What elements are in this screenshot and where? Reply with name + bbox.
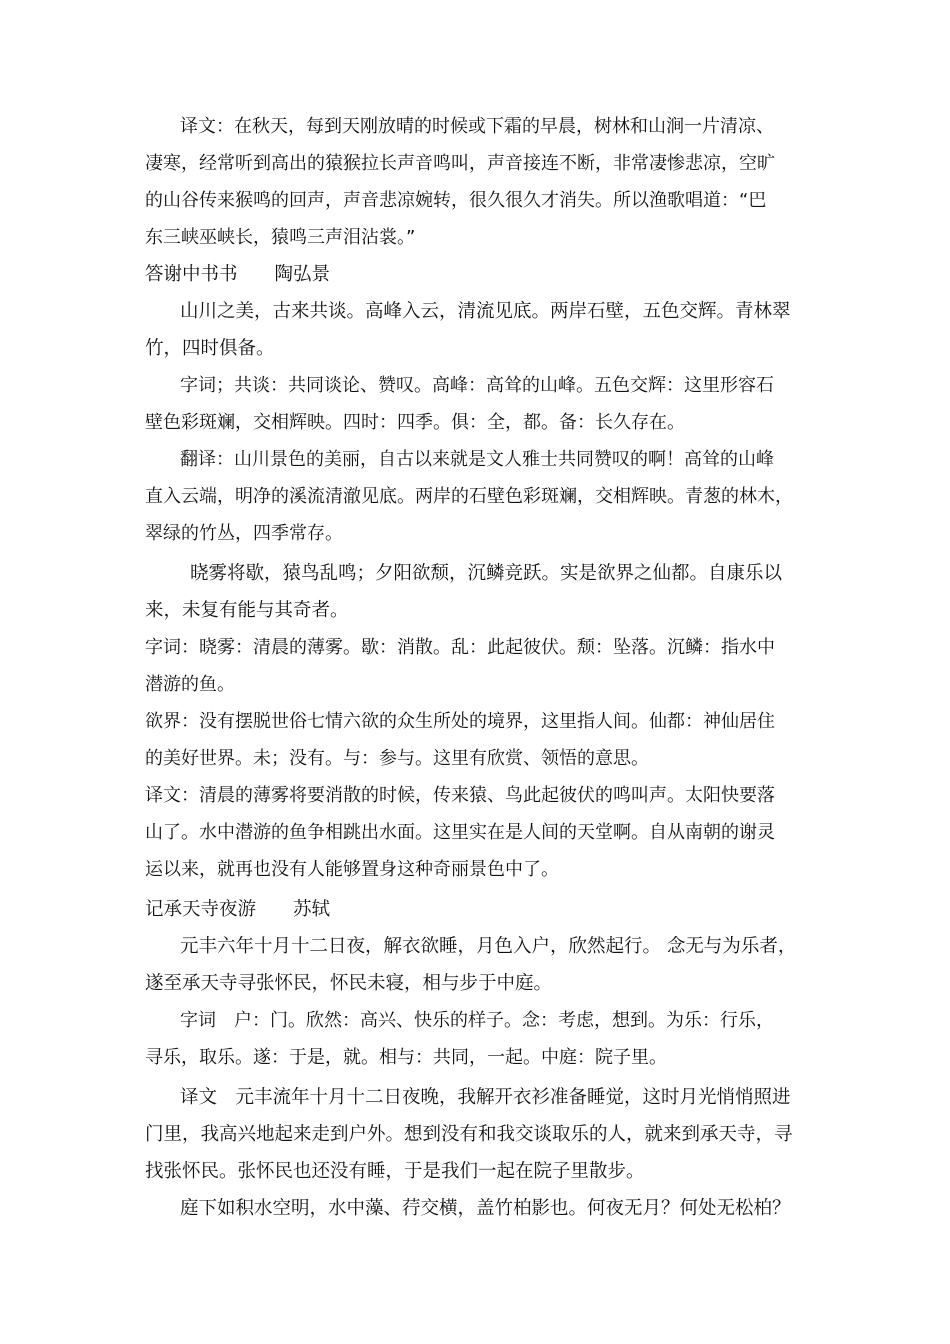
text-line: 译文 元丰流年十月十二日夜晚，我解开衣衫准备睡觉，这时月光悄悄照进 (180, 1087, 791, 1108)
text-line: 直入云端，明净的溪流清澈见底。两岸的石壁色彩斑斓，交相辉映。青葱的林木， (145, 486, 793, 507)
text-line: 欲界：没有摆脱世俗七情六欲的众生所处的境界，这里指人间。仙都：神仙居住 (145, 711, 775, 732)
text-line: 壁色彩斑斓，交相辉映。四时：四季。俱：全，都。备：长久存在。 (145, 412, 685, 433)
text-line: 字词；共谈：共同谈论、赞叹。高峰：高耸的山峰。五色交辉：这里形容石 (180, 375, 774, 396)
text-line: 晓雾将歇，猿鸟乱鸣；夕阳欲颓，沉鳞竞跃。实是欲界之仙都。自康乐以 (190, 563, 783, 584)
text-line: 山川之美，古来共谈。高峰入云，清流见底。两岸石壁，五色交辉。青林翠 (180, 301, 791, 322)
text-line: 寻乐，取乐。遂：于是，就。相与：共同，一起。中庭：院子里。 (145, 1047, 667, 1068)
text-line: 字词 户：门。欣然：高兴、快乐的样子。念：考虑，想到。为乐：行乐， (180, 1010, 774, 1031)
text-line: 的山谷传来猴鸣的回声，声音悲凉婉转，很久很久才消失。所以渔歌唱道：“巴 (145, 190, 767, 211)
text-line: 元丰六年十月十二日夜，解衣欲睡，月色入户，欣然起行。 念无与为乐者， (180, 936, 797, 957)
text-line: 译文：清晨的薄雾将要消散的时候，传来猿、鸟此起彼伏的鸣叫声。太阳快要落 (145, 785, 775, 806)
text-line: 记承天寺夜游 苏轼 (145, 899, 331, 920)
text-line: 竹，四时俱备。 (145, 338, 275, 359)
text-line: 来，未复有能与其奇者。 (145, 600, 349, 621)
text-line: 答谢中书书 陶弘景 (145, 264, 331, 285)
text-line: 翠绿的竹丛，四季常存。 (145, 523, 343, 544)
text-line: 翻译：山川景色的美丽，自古以来就是文人雅士共同赞叹的啊！高耸的山峰 (180, 449, 774, 470)
text-line: 译文：在秋天，每到天刚放晴的时候或下霜的早晨，树林和山涧一片清凉、 (180, 116, 774, 137)
text-line: 字词：晓雾：清晨的薄雾。歇：消散。乱：此起彼伏。颓：坠落。沉鳞：指水中 (145, 637, 775, 658)
text-line: 运以来，就再也没有人能够置身这种奇丽景色中了。 (145, 859, 559, 880)
text-line: 门里，我高兴地起来走到户外。想到没有和我交谈取乐的人，就来到承天寺，寻 (145, 1124, 793, 1145)
text-line: 凄寒，经常听到高出的猿猴拉长声音鸣叫，声音接连不断，非常凄惨悲凉，空旷 (145, 153, 775, 174)
text-line: 东三峡巫峡长，猿鸣三声泪沾裳。” (145, 227, 416, 248)
text-line: 山了。水中潜游的鱼争相跳出水面。这里实在是人间的天堂啊。自从南朝的谢灵 (145, 822, 775, 843)
text-line: 庭下如积水空明，水中藻、荇交横，盖竹柏影也。何夜无月？何处无松柏？ (180, 1198, 791, 1219)
text-line: 潜游的鱼。 (145, 674, 235, 695)
text-line: 遂至承天寺寻张怀民，怀民未寝，相与步于中庭。 (145, 973, 553, 994)
text-line: 的美好世界。未；没有。与：参与。这里有欣赏、领悟的意思。 (145, 748, 649, 769)
text-line: 找张怀民。张怀民也还没有睡，于是我们一起在院子里散步。 (145, 1161, 645, 1182)
